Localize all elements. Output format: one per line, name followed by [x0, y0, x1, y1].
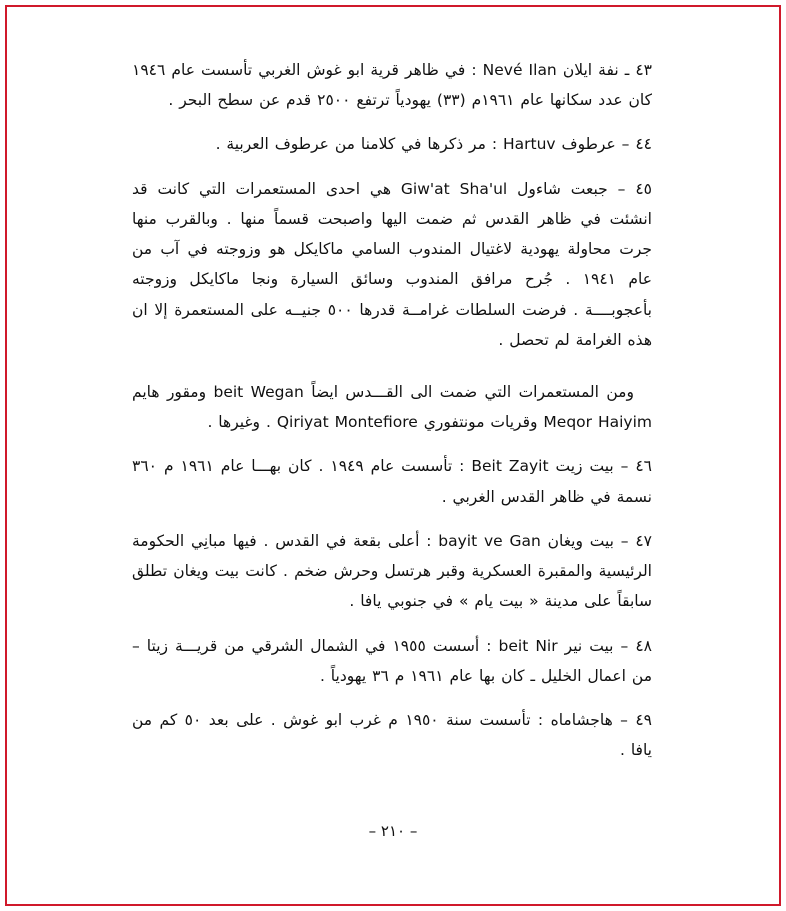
paragraph-other-colonies: ومن المستعمرات التي ضمت الى القـــدس ايضاً beit Wegan ومقور هايم Meqor Haiyim وقريات مونتفوري Qiriyat Montefiore . وغيرها . — [132, 382, 652, 432]
page-body-text — [132, 55, 652, 779]
paragraph-entry-48: ٤٨ – بيت نير beit Nir : أسست ١٩٥٥ في الشمال الشرقي من قريـــة زيتا – من اعمال الخليل ـ كان بها عام ١٩٦١ م ٣٦ يهودياً . — [132, 636, 652, 685]
paragraph-entry-45: ٤٥ – جبعت شاءول Giw'at Sha'ul هي احدى المستعمرات التي كانت قد انشئت في ظاهر القدس ثم ضمت اليها واصبحت قسماً منها . وبالقرب منها جرت محاولة يهودية لاغتيال المندوب السامي ماكايكل هو وزوجته في آب من عام ١٩٤١ . جُرح مرافق المندوب وسائق السيارة ونجا ماكايكل وزوجته بأعجوبــــة . فرضت السلطات غرامــة قدرها ٥٠٠ جنيــه على المستعمرة إلا ان هذه الغرامة لم تحصل . — [132, 179, 652, 349]
paragraph-entry-43: ٤٣ ـ نفة ايلان Nevé Ilan : في ظاهر قرية ابو غوش الغربي تأسست عام ١٩٤٦ كان عدد سكانها عام ١٩٦١م (٣٣) يهودياً ترتفع ٢٥٠٠ قدم عن سطح البحر . — [132, 61, 652, 110]
paragraph-entry-46: ٤٦ – بيت زيت Beit Zayit : تأسست عام ١٩٤٩ . كان بهـــا عام ١٩٦١ م ٣٦٠ نسمة في ظاهر القدس الغربي . — [132, 457, 653, 506]
page-number: – ٢١٠ – — [368, 822, 418, 840]
paragraph-entry-44: ٤٤ – عرطوف Hartuv : مر ذكرها في كلامنا من عرطوف العربية . — [215, 135, 652, 154]
paragraph-entry-47: ٤٧ – بيت ويغان bayit ve Gan : أعلى بقعة في القدس . فيها مبانِي الحكومة الرئيسية والمقبرة العسكرية وقبر هرتسل وحرش ضخم . كانت بيت ويغان تطلق سابقاً على مدينة « بيت يام » في جنوبي يافا . — [132, 531, 652, 611]
paragraph-entry-49: ٤٩ – هاجشاماه : تأسست سنة ١٩٥٠ م غرب ابو غوش . على بعد ٥٠ كم من يافا . — [132, 710, 652, 760]
